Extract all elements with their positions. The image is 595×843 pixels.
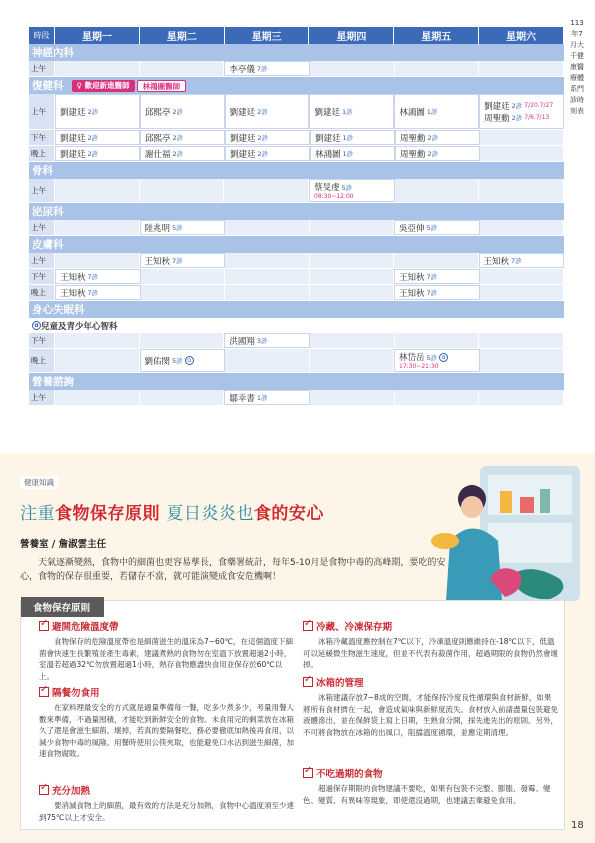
room-number: 1診: [342, 150, 354, 158]
department-name: 骨科: [32, 165, 53, 177]
checkbox-icon: [39, 785, 49, 795]
department-name: 營養諮詢: [32, 376, 74, 388]
time-slot: 晚上: [29, 285, 55, 300]
doctor-entry: [484, 112, 563, 124]
schedule-row: [29, 390, 564, 406]
doctor-entry: [60, 106, 139, 118]
doctor-entry: [399, 351, 479, 363]
schedule-cell: [310, 130, 395, 145]
time-slot: 晚上: [29, 349, 55, 372]
room-number: 2診: [511, 114, 523, 122]
doctor-entry: [314, 181, 394, 193]
doctor-entry: [60, 287, 140, 299]
schedule-cell: [395, 61, 480, 76]
doctor-entry: [484, 100, 563, 112]
doctor-entry: [484, 255, 564, 267]
checkbox-icon: [39, 621, 49, 631]
schedule-cell: [394, 94, 479, 129]
principle-section: [39, 783, 294, 823]
schedule-cell: [55, 61, 140, 76]
principle-title-text: 充分加熱: [52, 786, 91, 797]
article-author: 營養室 / 詹淑雲主任: [20, 539, 107, 550]
schedule-cell: [55, 333, 140, 348]
schedule-cell: [55, 94, 140, 129]
schedule-row: [29, 179, 564, 203]
schedule-row: [29, 253, 564, 269]
schedule-cell: [225, 269, 310, 284]
principle-title: [39, 619, 294, 633]
room-number: 7診: [511, 257, 522, 265]
time-slot: 下午: [29, 130, 55, 145]
room-number: 7診: [172, 257, 183, 265]
schedule-cell: [224, 61, 310, 76]
time-slot: 上午: [29, 220, 55, 235]
doctor-name: 邱熙亭: [145, 133, 171, 144]
doctor-name: 劉建廷: [315, 133, 341, 144]
schedule-cell: [140, 349, 226, 372]
schedule-cell: [224, 333, 310, 348]
doctor-name: 劉佑閔: [144, 356, 171, 367]
subdepartment-name: 兒童及青少年心智科: [41, 321, 118, 332]
doctor-name: 劉建廷: [230, 133, 256, 144]
schedule-cell: [479, 179, 564, 202]
schedule-cell: [140, 130, 225, 145]
principle-title: [303, 619, 558, 633]
ear-icon: ɑ: [32, 321, 41, 330]
doctor-name: 劉建廷: [484, 101, 510, 112]
schedule-cell: [310, 220, 395, 235]
schedule-cell: [479, 61, 564, 76]
schedule-cell: [310, 285, 395, 300]
doctor-entry: [145, 132, 224, 144]
department-header: [29, 44, 564, 61]
article-intro: 天氣逐漸變熱，食物中的細菌也更容易孳長，食藥署統計，每年5-10月是食物中毒的高峰期，要吃的安心，食物的保存很重要，若儲存不當，就可能演變成食安危機啊！: [20, 558, 446, 582]
checkbox-icon: [39, 687, 49, 697]
schedule-cell: [55, 285, 141, 300]
doctor-name: 王知秋: [483, 256, 510, 267]
doctor-name: 劉建廷: [314, 107, 340, 118]
room-number: 1診: [426, 108, 438, 116]
room-number: 5診: [426, 224, 438, 232]
schedule-cell: [395, 179, 480, 202]
schedule-cell: [55, 220, 140, 235]
health-article: [0, 453, 595, 843]
new-doctor-tags: [72, 80, 187, 92]
doctor-name: 王知秋: [399, 288, 425, 299]
schedule-cell: [480, 285, 565, 300]
schedule-cell: [310, 333, 395, 348]
department-header: [29, 203, 564, 220]
ear-icon: ɑ: [439, 353, 448, 362]
schedule-cell: [140, 390, 225, 405]
doctor-entry: [229, 392, 309, 404]
title-part: 食的安心: [253, 504, 324, 524]
schedule-cell: [225, 349, 310, 372]
schedule-cell: [394, 269, 480, 284]
schedule-cell: [479, 253, 565, 268]
schedule-cell: [394, 349, 480, 372]
department-name: 神經內科: [32, 47, 74, 59]
room-number: 2診: [172, 108, 183, 116]
department-header: [29, 77, 564, 94]
room-number: 5診: [172, 357, 183, 365]
ear-icon: ɑ: [185, 356, 194, 365]
date-note: 7/6.7/13: [524, 114, 550, 121]
doctor-name: 劉建廷: [60, 133, 86, 144]
doctor-entry: [399, 271, 479, 283]
doctor-name: 王知秋: [144, 256, 171, 267]
room-number: 2診: [257, 134, 269, 142]
day-header: 星期五: [394, 27, 479, 44]
schedule-cell: [225, 285, 310, 300]
principle-title-text: 冷藏、冷凍保存期: [316, 622, 393, 633]
principle-body: 要消滅食物上的細菌，最有效的方法是充分加熱，食物中心溫度須至少達到75℃以上才安全。: [39, 801, 294, 822]
room-number: 2診: [427, 150, 439, 158]
principle-title: [303, 766, 558, 780]
schedule-cell: [480, 130, 564, 145]
schedule-cell: [55, 146, 140, 161]
schedule-cell: [309, 179, 395, 202]
schedule-cell: [310, 390, 395, 405]
doctor-entry: [230, 148, 309, 160]
room-number: 2診: [257, 108, 268, 116]
schedule-cell: [394, 220, 480, 235]
schedule-cell: [55, 179, 140, 202]
principle-body: 在家料理最安全的方式就是適量準備每一餐，吃多少煮多少，考量用餐人數來準備，不過量囤積，才能吃到新鮮安全的食物。未食用完的剩菜放在冰箱久了還是會滋生細菌、壞掉，若真的要隔餐吃，務必要徹底加熱後再食用，以減少食物中毒的風險。用餐時使用公筷夾取，也能避免口水沾到滋生細菌，加速食物腐敗。: [39, 703, 294, 758]
schedule-cell: [55, 253, 140, 268]
checkbox-icon: [303, 621, 313, 631]
doctor-name: 林岱岳: [399, 353, 425, 363]
schedule-cell: [55, 390, 140, 405]
schedule-cell: [310, 146, 395, 161]
schedule-cell: [480, 146, 564, 161]
doctor-entry: [399, 222, 479, 234]
doctor-entry: [145, 222, 225, 234]
doctor-entry: [60, 271, 140, 283]
new-doctor-name: 林鴻圖醫師: [137, 80, 187, 92]
schedule-row: [29, 61, 564, 77]
principle-section: [39, 619, 294, 682]
room-number: 2診: [172, 134, 184, 142]
room-number: 1診: [256, 394, 268, 402]
schedule-row: [29, 349, 564, 373]
schedule-row: [29, 333, 564, 349]
day-header: 星期六: [479, 27, 564, 44]
subdepartment-label: [29, 318, 564, 333]
doctor-name: 林鴻圖: [315, 149, 341, 160]
date-note: 7/20.7/27: [524, 102, 554, 109]
room-number: 7診: [256, 65, 268, 73]
schedule-row: [29, 130, 564, 146]
schedule-cell: [310, 253, 395, 268]
time-slot: 下午: [29, 269, 55, 284]
schedule-cell: [140, 61, 225, 76]
doctor-name: 吳亞伸: [399, 223, 425, 234]
room-number: 5診: [426, 353, 438, 362]
doctor-name: 陸兆明: [144, 223, 171, 234]
doctor-entry: [400, 148, 479, 160]
room-number: 7診: [426, 289, 438, 297]
time-slot: 上午: [29, 253, 55, 268]
day-header: 星期二: [140, 27, 225, 44]
schedule-cell: [310, 269, 395, 284]
schedule-row: [29, 220, 564, 236]
schedule-cell: [55, 349, 140, 372]
doctor-name: 劉建廷: [60, 107, 86, 118]
time-note: 08:30~12:00: [314, 193, 354, 200]
doctor-name: 邱熙亭: [144, 107, 171, 118]
doctor-entry: [229, 63, 309, 75]
principle-title-text: 冰箱的管理: [316, 678, 364, 689]
day-header: 星期四: [309, 27, 394, 44]
page-number: 18: [571, 820, 584, 831]
schedule-cell: [141, 285, 226, 300]
principle-title: [303, 675, 558, 689]
principle-body: 冰箱冷藏溫度應控制在7℃以下，冷凍溫度則應維持在-18℃以下，低溫可以延緩微生物滋生速度，但並不代表有殺菌作用，超過期限的食物仍然會壞掉。: [303, 637, 558, 669]
room-number: 2診: [87, 108, 99, 116]
schedule-row: [29, 285, 564, 301]
schedule-cell: [394, 253, 479, 268]
schedule-cell: [140, 179, 225, 202]
schedule-cell: [395, 390, 480, 405]
principles-title: 食物保存原則: [21, 597, 104, 617]
schedule-row: [29, 269, 564, 285]
schedule-header: [29, 27, 564, 44]
department-name: 皮膚科: [32, 239, 64, 251]
schedule-cell: [140, 220, 226, 235]
principle-body: 冰箱建議存放7~8成的空間，才能保持冷度良性循環與食材新鮮，如果將所有食材擠在一起，會造成氣味與新鮮度流失。食材放入前請盡量包裝避免液體滲出，並在保鮮袋上寫上日期，生熟食分開，採先進先出的原則。另外，不可將食物放在冰箱的出風口，阻擋溫度循環，並應定期清理。: [303, 693, 558, 737]
room-number: 2診: [427, 134, 439, 142]
schedule-row: [29, 146, 564, 162]
department-header: [29, 162, 564, 179]
room-number: 7診: [87, 273, 99, 281]
room-number: 2診: [257, 150, 269, 158]
schedule-cell: [479, 333, 564, 348]
doctor-entry: [60, 132, 139, 144]
schedule-cell: [140, 333, 225, 348]
schedule-cell: [395, 130, 480, 145]
article-title: [20, 499, 324, 524]
title-part: 食物保存原則: [55, 504, 160, 524]
schedule-row: [29, 94, 564, 130]
schedule-cell: [140, 94, 225, 129]
room-number: 5診: [172, 224, 183, 232]
time-slot: 晚上: [29, 146, 55, 161]
doctor-entry: [145, 106, 224, 118]
room-number: 5診: [341, 183, 353, 192]
principles-box: [20, 600, 565, 830]
doctor-entry: [230, 132, 309, 144]
doctor-name: 劉建廷: [229, 107, 256, 118]
room-number: 2診: [87, 134, 99, 142]
schedule-cell: [395, 333, 480, 348]
schedule-cell: [141, 269, 226, 284]
clinic-schedule: [29, 27, 564, 406]
schedule-cell: [309, 94, 394, 129]
principle-title: [39, 783, 294, 797]
slot-header: 時段: [29, 27, 55, 44]
schedule-cell: [394, 285, 480, 300]
schedule-cell: [479, 94, 564, 129]
doctor-entry: [399, 106, 478, 118]
day-header: 星期一: [55, 27, 140, 44]
room-number: 2診: [511, 102, 523, 110]
room-number: 7診: [87, 289, 99, 297]
doctor-entry: [314, 106, 393, 118]
schedule-cell: [225, 130, 310, 145]
title-part: 注重: [20, 504, 55, 524]
schedule-cell: [480, 220, 565, 235]
department-header: [29, 301, 564, 318]
room-number: 3診: [256, 337, 268, 345]
principle-title-text: 不吃過期的食物: [316, 769, 383, 780]
schedule-cell: [310, 349, 395, 372]
doctor-entry: [145, 355, 225, 367]
doctor-name: 謝仕福: [145, 149, 171, 160]
schedule-cell: [480, 269, 565, 284]
principle-section: [303, 675, 558, 738]
schedule-cell: [479, 390, 564, 405]
doctor-name: 鄒幸書: [229, 393, 255, 404]
time-slot: 上午: [29, 390, 55, 405]
checkbox-icon: [303, 768, 313, 778]
time-slot: 下午: [29, 333, 55, 348]
doctor-name: 洪國翔: [229, 336, 255, 347]
schedule-cell: [140, 253, 226, 268]
room-number: 1診: [342, 134, 354, 142]
doctor-name: 劉建廷: [60, 149, 86, 160]
department-header: [29, 373, 564, 390]
principle-section: [303, 766, 558, 806]
principle-body: 食物保存的危險溫度帶也是細菌滋生的溫床為7~60℃，在這個溫度下細菌會快速生長繁殖並產生毒素，建議煮熟的食物勿在室溫下放置超過2小時，室溫若超過32℃勿放置超過1小時，熱存食物應盡快食用並保存於60℃以上。: [39, 637, 294, 681]
doctor-entry: [60, 148, 139, 160]
principle-body: 超過保存期限的食物建議不要吃，如果有包裝不完整、膨脹、發霉、變色、變質、有異味等現象，即使還沒過期，也建議丟棄避免食用。: [303, 784, 551, 805]
schedule-cell: [225, 253, 310, 268]
room-number: 1診: [342, 108, 353, 116]
doctor-name: 王知秋: [60, 272, 86, 283]
doctor-entry: [229, 335, 309, 347]
title-part: 夏日炎炎也: [166, 504, 254, 524]
time-slot: 上午: [29, 94, 55, 129]
doctor-entry: [145, 255, 225, 267]
doctor-name: 李亭儀: [229, 64, 255, 75]
day-header: 星期三: [225, 27, 310, 44]
doctor-entry: [230, 106, 309, 118]
doctor-name: 周聖勳: [400, 149, 426, 160]
schedule-cell: [224, 390, 310, 405]
doctor-name: 劉建廷: [230, 149, 256, 160]
schedule-cell: [225, 94, 310, 129]
schedule-cell: [140, 146, 225, 161]
checkbox-icon: [303, 677, 313, 687]
time-slot: 上午: [29, 61, 55, 76]
schedule-cell: [55, 269, 141, 284]
schedule-cell: [225, 220, 310, 235]
principle-section: [39, 685, 294, 760]
doctor-entry: [400, 132, 479, 144]
schedule-cell: [480, 349, 565, 372]
principle-title: [39, 685, 294, 699]
schedule-cell: [224, 179, 309, 202]
article-label: 健康知識: [20, 476, 58, 489]
schedule-cell: [225, 146, 310, 161]
schedule-cell: [310, 61, 395, 76]
time-note: 17:30~21:30: [399, 363, 439, 370]
department-name: 泌尿科: [32, 206, 64, 218]
new-doctor-tag: ♀ 歡迎新進醫師: [72, 80, 135, 92]
doctor-name: 林鴻圖: [399, 107, 425, 118]
doctor-name: 周聖勳: [400, 133, 426, 144]
room-number: 7診: [426, 273, 438, 281]
room-number: 2診: [172, 150, 184, 158]
principle-title-text: 隔餐勿食用: [52, 688, 100, 699]
principle-section: [303, 619, 558, 671]
room-number: 2診: [87, 150, 99, 158]
doctor-entry: [399, 287, 479, 299]
doctor-entry: [145, 148, 224, 160]
side-title: 113年7月大千健康醫療體系門診時刻表: [570, 19, 584, 115]
department-header: [29, 236, 564, 253]
doctor-name: 王知秋: [60, 288, 86, 299]
doctor-name: 蔡旻虔: [314, 183, 340, 193]
principle-title-text: 避開危險溫度帶: [52, 622, 119, 633]
doctor-name: 周聖勳: [484, 113, 510, 124]
doctor-name: 王知秋: [399, 272, 425, 283]
schedule-cell: [55, 130, 140, 145]
time-slot: 上午: [29, 179, 55, 202]
department-name: 身心失眠科: [32, 304, 85, 316]
department-name: 復健科: [32, 80, 64, 92]
schedule-cell: [395, 146, 480, 161]
doctor-entry: [315, 132, 394, 144]
doctor-entry: [315, 148, 394, 160]
